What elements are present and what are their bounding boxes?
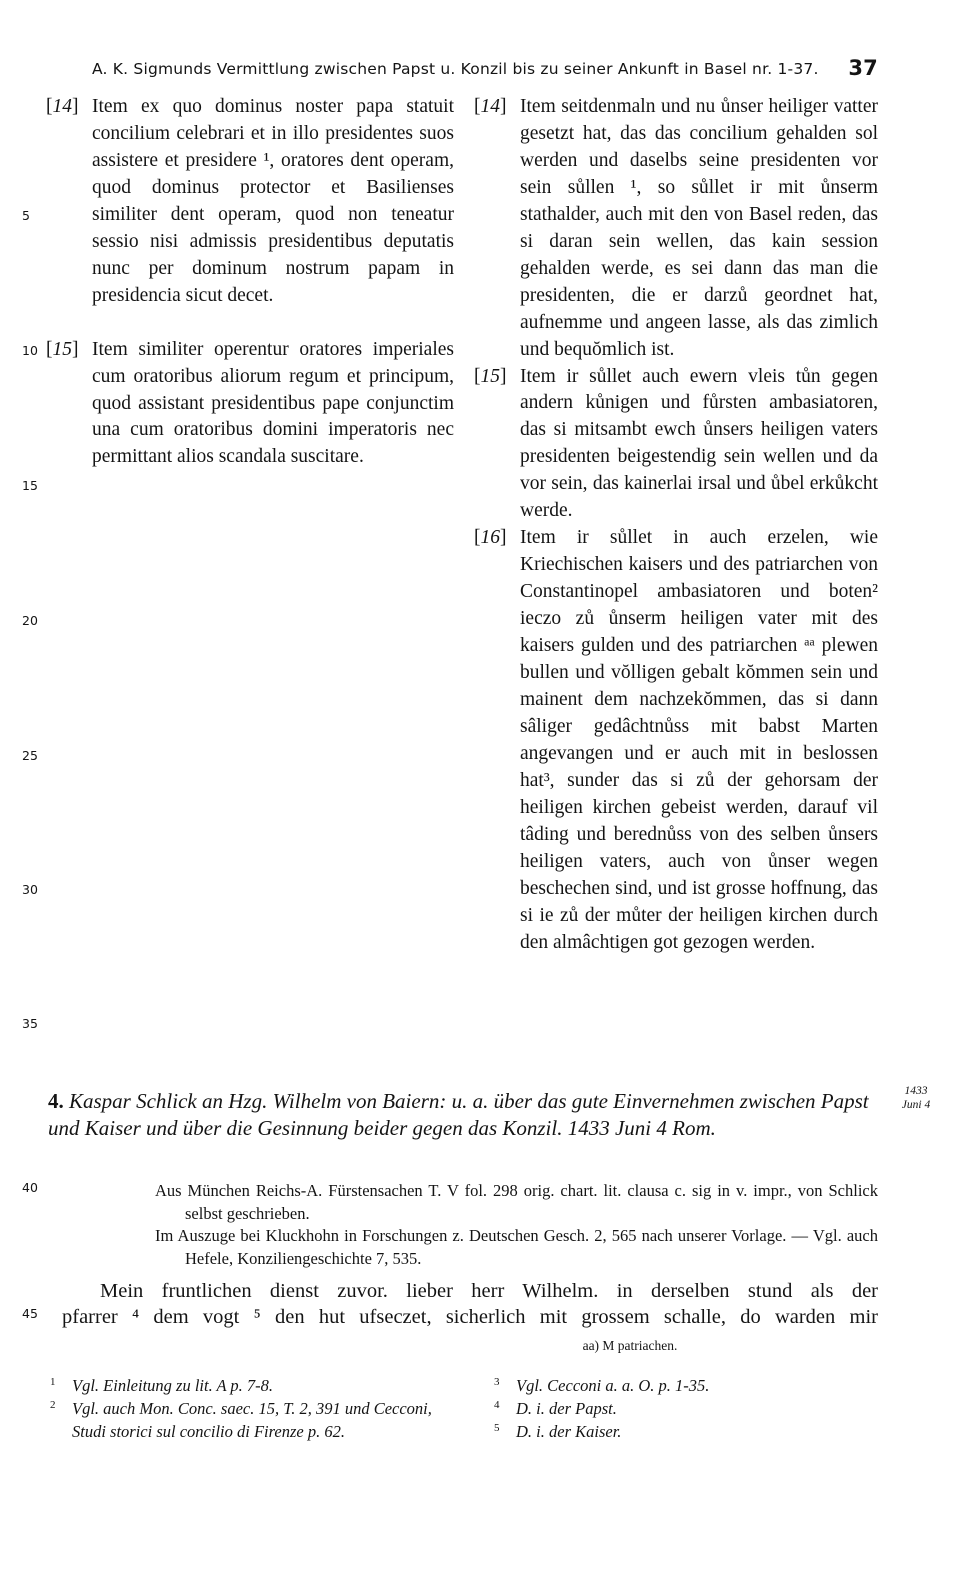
line-number: 5 — [22, 208, 30, 223]
latin-column — [46, 94, 454, 471]
german-paragraph — [474, 525, 878, 956]
line-number-margin — [0, 0, 60, 1577]
german-column — [474, 94, 878, 957]
footnote-text: Vgl. Einleitung zu lit. A p. 7-8. — [72, 1376, 274, 1395]
paragraph-number: [16] — [474, 527, 507, 549]
footnote-number: 5 — [494, 1422, 500, 1434]
line-number: 15 — [22, 478, 38, 493]
line-number: 40 — [22, 1180, 38, 1195]
paragraph-text: Item ir sůllet in auch erzelen, wie Kriechischen kaisers und des patriarchen von Constantinopel ambasiatoren und boten² ieczo zů ůnserm heiligen vater mit des kaisers gulden und des patriarchen ᵃᵃ plewen bullen und vŏlligen gebalt kŏmmen sein und mainent dem nachzekŏmmen, das si dann sâliger gedâchtnůss mit babst Marten angevangen und er auch mit in beslossen hat³, sunder das si zů der gehorsam der heiligen kirchen gebeist werden, darauf vil tâding und berednůss von des selben ůnsers heiligen vaters, auch von ůnser wegen beschechen sind, und ist grosse hoffnung, das si ie zů der můter der heiligen kirchen durch den almâchtigen got gezogen werden. — [520, 527, 878, 953]
footnote — [494, 1420, 814, 1443]
letter-line: Mein fruntlichen dienst zuvor. lieber herr Wilhelm. in derselben stund als der — [100, 1280, 878, 1302]
footnote-number: 3 — [494, 1376, 500, 1388]
document-number: 4. — [48, 1089, 64, 1113]
running-head — [92, 56, 878, 84]
line-number: 10 — [22, 343, 38, 358]
footnote-text: D. i. der Kaiser. — [516, 1422, 622, 1441]
letter-text — [62, 1278, 878, 1330]
footnote — [50, 1397, 460, 1443]
footnote — [50, 1374, 460, 1397]
line-number: 35 — [22, 1016, 38, 1031]
paragraph-text: Item ex quo dominus noster papa statuit concilium celebrari et in illo presidentes suos assistere et presidere ¹, oratores dent operam, quod dominus protector et Basilienses similiter dent operam, quod non teneatur sessio nisi admissis presidentibus deputatis nunc per dominum nostrum papam in presidencia sicut decet. — [92, 96, 454, 306]
running-head-title: A. K. Sigmunds Vermittlung zwischen Papst u. Konzil bis zu seiner Ankunft in Basel nr. 1-37. — [92, 60, 819, 78]
footnote — [494, 1397, 814, 1420]
source-note: Aus München Reichs-A. Fürstensachen T. V fol. 298 orig. chart. lit. clausa c. sig in v. impr., von Schlick selbst geschrieben. — [155, 1181, 878, 1223]
margin-date — [886, 1084, 946, 1112]
latin-paragraph — [46, 337, 454, 472]
paragraph-text: Item ir sůllet auch ewern vleis tůn gegen andern kůnigen und fůrsten ambasiatoren, das si mitsambt ewch ůnsers heiligen vaters presidenten beigestendig sein wellen und da vor sein, das kainerlai irsal und ůbel erkůkcht werde. — [520, 365, 878, 522]
source-notes — [155, 1180, 878, 1270]
footnotes-right — [494, 1374, 814, 1443]
footnote-number: 2 — [50, 1399, 56, 1411]
document-title: Kaspar Schlick an Hzg. Wilhelm von Baiern: u. a. über das gute Einvernehmen zwischen Papst und Kaiser und über die Gesinnung beider gegen das Konzil. 1433 Juni 4 Rom. — [48, 1089, 869, 1140]
german-paragraph — [474, 364, 878, 526]
line-number: 25 — [22, 748, 38, 763]
margin-date-year: 1433 — [904, 1085, 928, 1097]
paragraph-number: [15] — [474, 365, 507, 387]
variant-note: aa) M patriachen. — [582, 1338, 678, 1353]
footnote-text: Vgl. Cecconi a. a. O. p. 1-35. — [516, 1376, 710, 1395]
paragraph-text: Item seitdenmaln und nu ůnser heiliger vatter gesetzt hat, das das concilium gehalden sol werden und daselbs seine presidenten vor sein sůllen ¹, so sůllet ir mit ůnserm stathalder, auch mit den von Basel reden, das si daran sein wellen, das kain session gehalden werde, es sei dann das man die presidenten, die er darzů geordnet hat, aufnemme und angeen lasse, als das zimlich und bequŏmlich ist. — [520, 96, 878, 360]
paragraph-number: [14] — [46, 96, 79, 117]
german-paragraph — [474, 94, 878, 364]
footnote-number: 1 — [50, 1376, 56, 1388]
paragraph-number: [14] — [474, 96, 507, 117]
paragraph-number: [15] — [46, 338, 79, 360]
page-number: 37 — [848, 56, 878, 80]
paragraph-text: Item similiter operentur oratores imperiales cum oratoribus aliorum regum et principum, quod assistant presidentibus pape conjunctim una cum oratoribus domini imperatoris nec permittant alios scandala suscitare. — [92, 338, 454, 468]
latin-paragraph — [46, 94, 454, 310]
margin-date-day: Juni 4 — [901, 1099, 931, 1111]
line-number: 30 — [22, 882, 38, 897]
line-number: 45 — [22, 1306, 38, 1321]
document-heading — [48, 1088, 878, 1142]
source-note: Im Auszuge bei Kluckhohn in Forschungen z. Deutschen Gesch. 2, 565 nach unserer Vorlage. — Vgl. auch Hefele, Konziliengeschichte 7, 535. — [155, 1226, 878, 1268]
line-number: 20 — [22, 613, 38, 628]
footnote — [494, 1374, 814, 1397]
letter-line: pfarrer ⁴ dem vogt ⁵ den hut ufseczet, sicherlich mit grossem schalle, do warden mir — [62, 1306, 878, 1328]
footnote-text: D. i. der Papst. — [516, 1399, 617, 1418]
footnote-number: 4 — [494, 1399, 500, 1411]
footnotes-left — [50, 1374, 460, 1443]
footnote-text: Vgl. auch Mon. Conc. saec. 15, T. 2, 391 und Cecconi, Studi storici sul concilio di Firenze p. 62. — [72, 1399, 432, 1441]
